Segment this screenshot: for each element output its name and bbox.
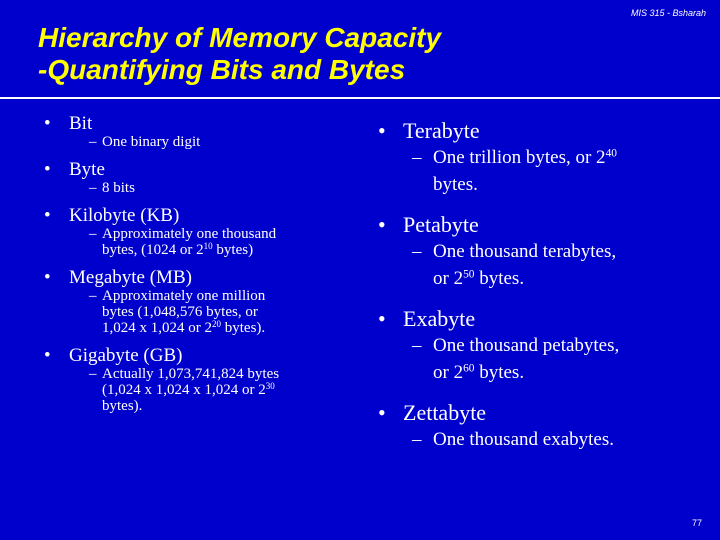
line-text: 8 bits xyxy=(102,180,135,196)
bullet-label: Exabyte xyxy=(403,306,476,331)
dash-icon: – xyxy=(412,147,422,168)
line-text: Approximately one thousand xyxy=(102,226,277,242)
line-text-after: bytes. xyxy=(474,362,525,383)
bullet-icon: • xyxy=(378,212,386,237)
bullet-heading xyxy=(44,268,364,288)
bullet-icon: • xyxy=(44,205,51,226)
line-text: bytes). xyxy=(102,398,143,414)
bullet-item xyxy=(378,400,698,453)
line-text-after: bytes). xyxy=(221,320,266,336)
exponent: 10 xyxy=(203,241,213,252)
line-text: or 2 xyxy=(433,268,464,289)
title-divider xyxy=(0,97,720,99)
dash-icon: – xyxy=(89,226,97,242)
bullet-heading xyxy=(378,306,698,332)
dash-icon: – xyxy=(89,180,97,196)
dash-icon: – xyxy=(412,241,422,262)
sub-bullet-line xyxy=(433,144,698,171)
bullet-label: Bit xyxy=(69,113,93,134)
line-text: 1,024 x 1,024 or 2 xyxy=(102,320,212,336)
bullet-item xyxy=(44,160,364,196)
line-text: One thousand terabytes, xyxy=(433,241,617,262)
bullet-item xyxy=(378,306,698,386)
dash-icon: – xyxy=(412,429,422,450)
bullet-item xyxy=(44,268,364,336)
line-text-after: bytes. xyxy=(474,268,525,289)
bullet-label: Zettabyte xyxy=(403,400,487,425)
bullet-item xyxy=(44,114,364,150)
line-text: One trillion bytes, or 2 xyxy=(433,147,606,168)
bullet-heading xyxy=(378,212,698,238)
sub-bullet xyxy=(44,366,364,414)
sub-bullet-line xyxy=(433,332,698,359)
sub-bullet-line xyxy=(433,426,698,453)
sub-bullet xyxy=(378,238,698,292)
sub-bullet xyxy=(44,180,364,196)
exponent: 30 xyxy=(265,381,275,392)
sub-bullet-line xyxy=(102,242,364,258)
line-text: One thousand exabytes. xyxy=(433,429,614,450)
line-text: One thousand petabytes, xyxy=(433,335,620,356)
sub-bullet xyxy=(378,144,698,198)
bullet-label: Kilobyte (KB) xyxy=(69,205,180,226)
sub-bullet xyxy=(378,426,698,453)
line-text-after: bytes) xyxy=(212,242,254,258)
bullet-icon: • xyxy=(44,159,51,180)
dash-icon: – xyxy=(89,134,97,150)
bullet-item xyxy=(378,118,698,198)
sub-bullet xyxy=(44,134,364,150)
line-text: Approximately one million xyxy=(102,288,266,304)
sub-bullet-line xyxy=(102,304,364,320)
course-label: MIS 315 - Bsharah xyxy=(630,8,706,18)
bullet-icon: • xyxy=(44,267,51,288)
slide-title xyxy=(38,22,441,86)
bullet-heading xyxy=(44,206,364,226)
sub-bullet-line xyxy=(102,180,364,196)
bullet-label: Byte xyxy=(69,159,105,180)
right-column xyxy=(378,118,698,467)
exponent: 40 xyxy=(605,147,617,160)
sub-bullet xyxy=(44,226,364,258)
sub-bullet-line xyxy=(433,238,698,265)
sub-bullet-line xyxy=(102,134,364,150)
page-number: 77 xyxy=(691,518,702,528)
line-text: bytes, (1024 or 2 xyxy=(102,242,204,258)
bullet-label: Petabyte xyxy=(403,212,479,237)
sub-bullet-line xyxy=(433,171,698,198)
bullet-icon: • xyxy=(378,400,386,425)
bullet-label: Megabyte (MB) xyxy=(69,267,192,288)
dash-icon: – xyxy=(89,366,97,382)
exponent: 20 xyxy=(212,319,221,330)
bullet-icon: • xyxy=(44,345,51,366)
sub-bullet-line xyxy=(102,320,364,336)
exponent: 60 xyxy=(463,362,475,375)
sub-bullet-line xyxy=(433,265,698,292)
bullet-label: Terabyte xyxy=(403,118,480,143)
line-text: One binary digit xyxy=(102,134,201,150)
sub-bullet-line xyxy=(102,382,364,398)
bullet-item xyxy=(44,206,364,258)
sub-bullet-line xyxy=(102,288,364,304)
bullet-icon: • xyxy=(378,306,386,331)
bullet-icon: • xyxy=(44,113,51,134)
line-text: bytes. xyxy=(433,174,478,195)
dash-icon: – xyxy=(89,288,97,304)
line-text: (1,024 x 1,024 x 1,024 or 2 xyxy=(102,382,266,398)
sub-bullet-line xyxy=(102,398,364,414)
title-line-1: Hierarchy of Memory Capacity xyxy=(38,22,442,53)
left-column xyxy=(44,114,364,424)
sub-bullet-line xyxy=(433,359,698,386)
bullet-item xyxy=(378,212,698,292)
exponent: 50 xyxy=(463,268,475,281)
sub-bullet xyxy=(44,288,364,336)
sub-bullet xyxy=(378,332,698,386)
bullet-icon: • xyxy=(378,118,386,143)
bullet-heading xyxy=(44,160,364,180)
line-text: Actually 1,073,741,824 bytes xyxy=(102,366,280,382)
title-line-2: -Quantifying Bits and Bytes xyxy=(38,54,406,85)
bullet-heading xyxy=(44,114,364,134)
bullet-heading xyxy=(378,400,698,426)
bullet-label: Gigabyte (GB) xyxy=(69,345,183,366)
dash-icon: – xyxy=(412,335,422,356)
sub-bullet-line xyxy=(102,226,364,242)
bullet-item xyxy=(44,346,364,414)
line-text: bytes (1,048,576 bytes, or xyxy=(102,304,258,320)
bullet-heading xyxy=(378,118,698,144)
sub-bullet-line xyxy=(102,366,364,382)
line-text: or 2 xyxy=(433,362,464,383)
bullet-heading xyxy=(44,346,364,366)
